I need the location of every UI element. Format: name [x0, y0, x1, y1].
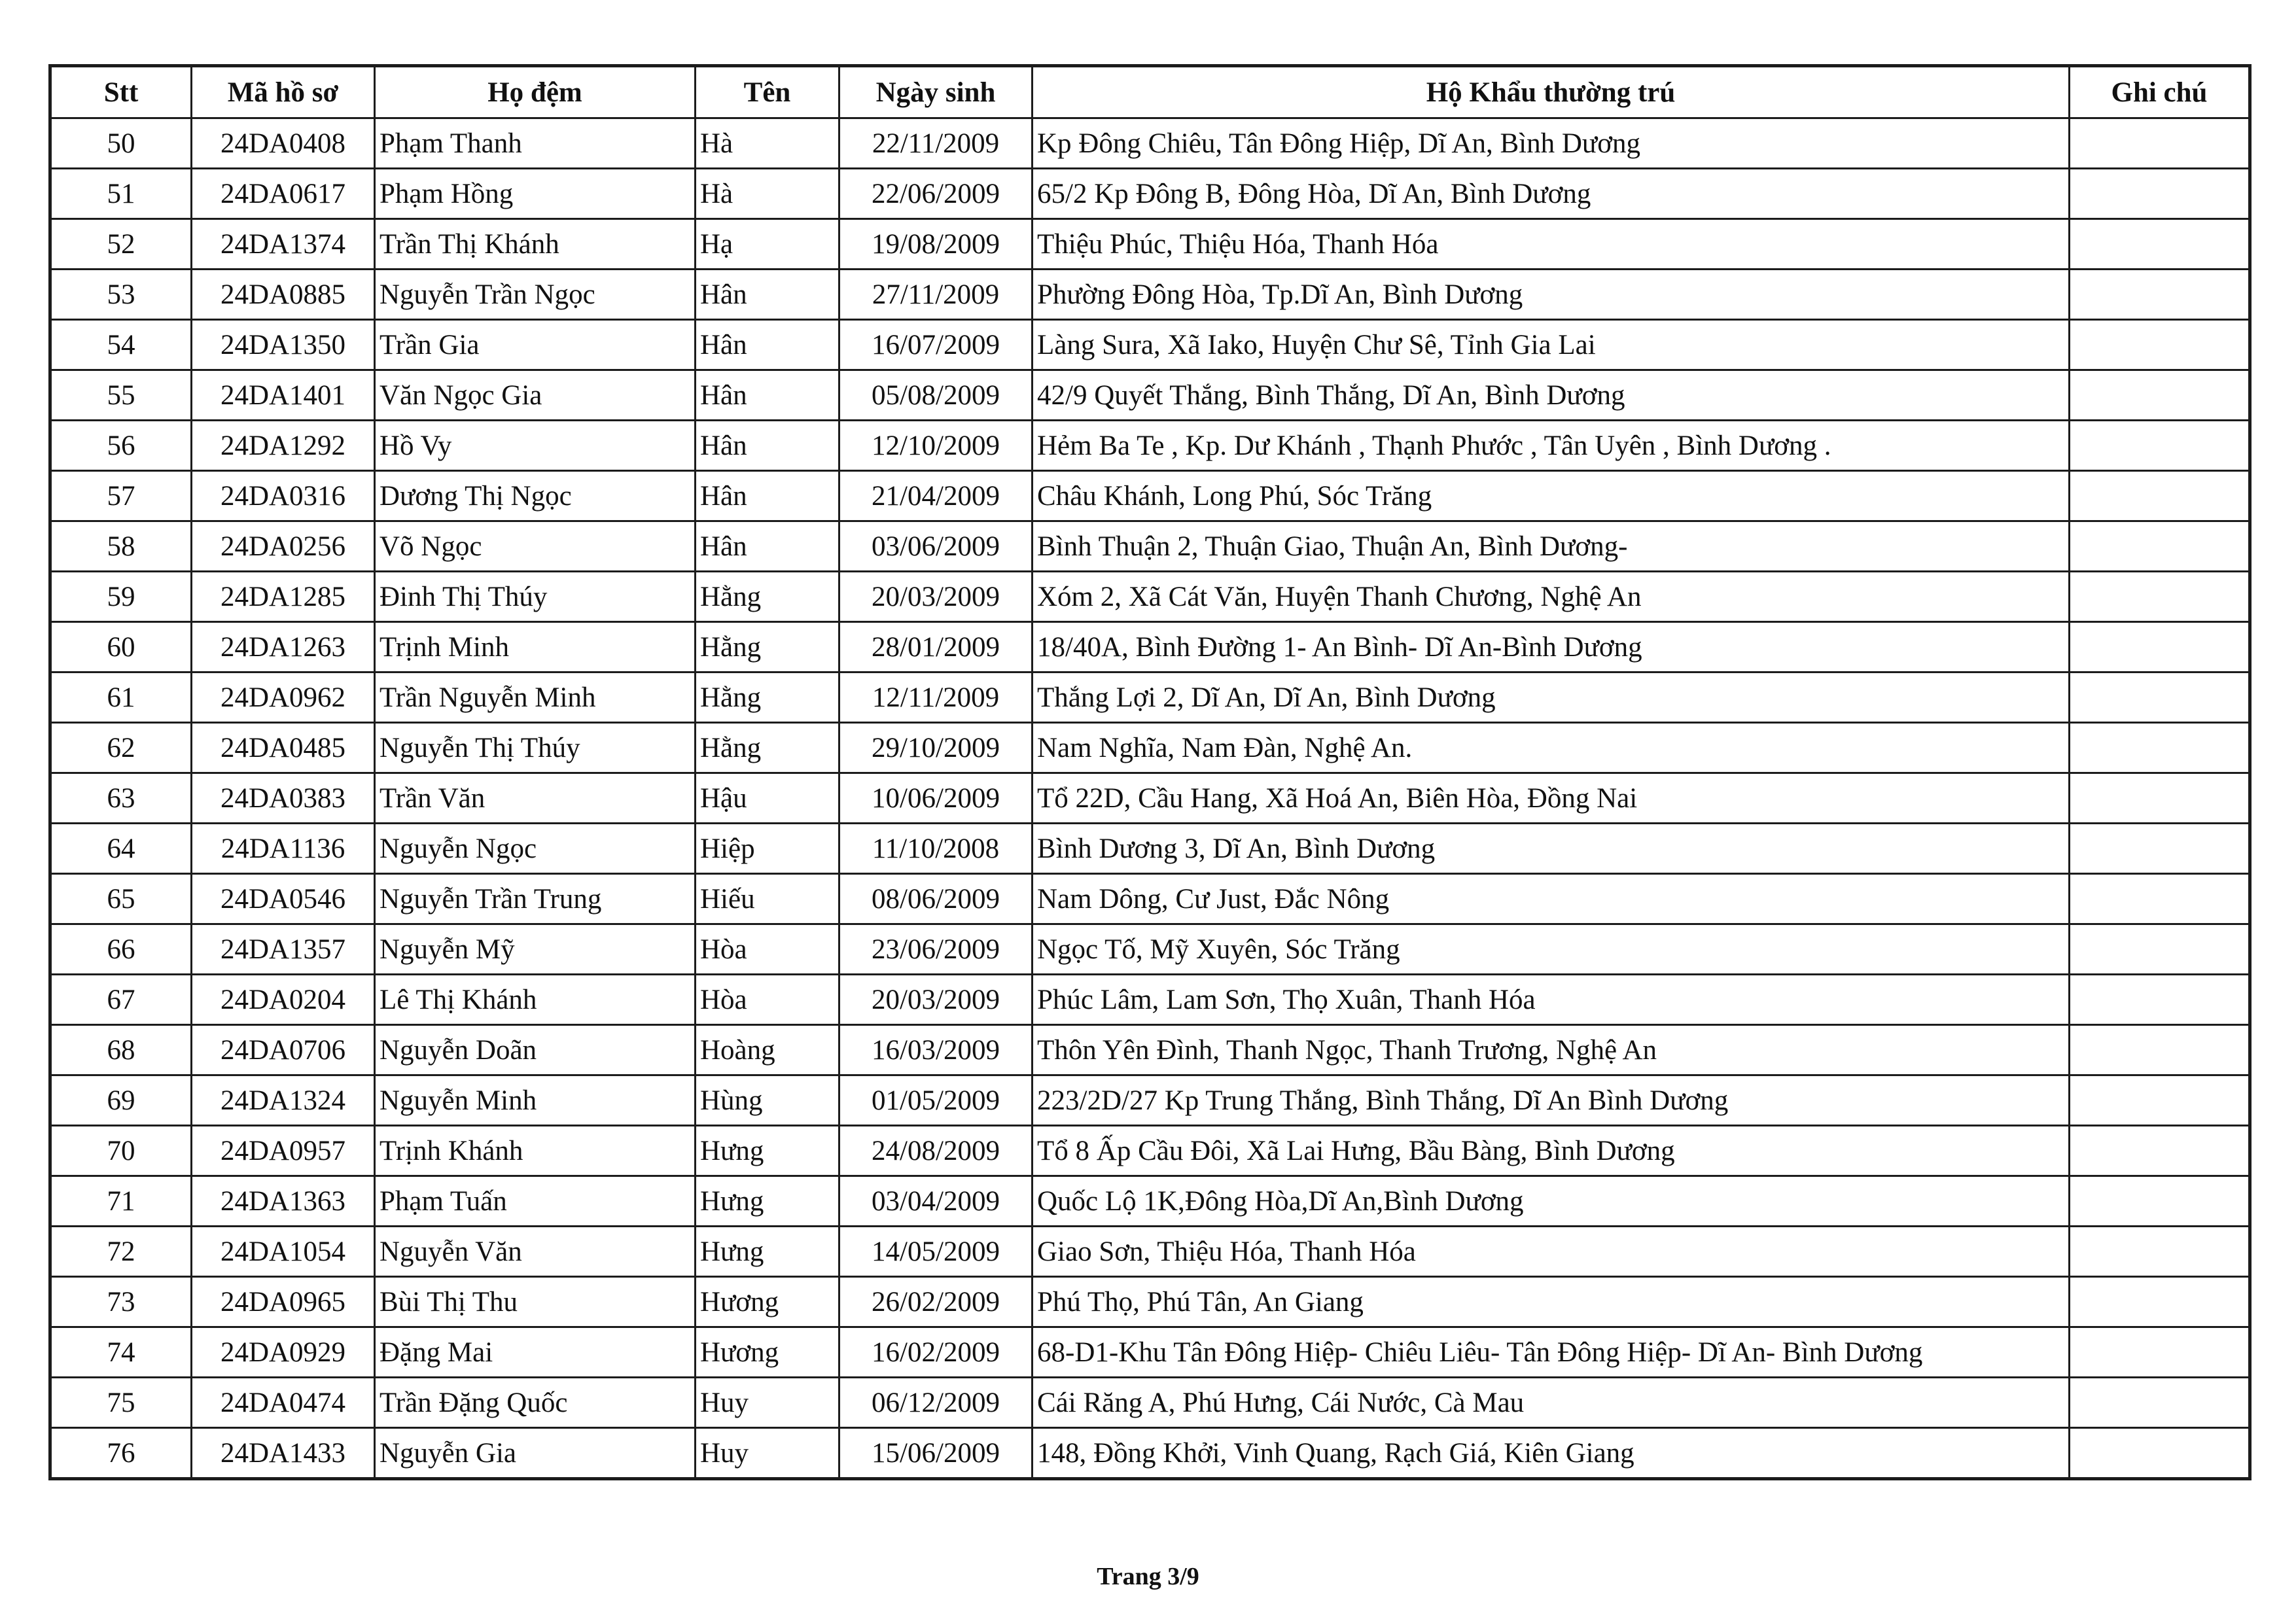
cell-ho-dem: Trần Đặng Quốc [375, 1378, 696, 1428]
cell-stt: 56 [50, 421, 192, 471]
cell-stt: 55 [50, 370, 192, 421]
cell-stt: 54 [50, 320, 192, 370]
table-row [50, 219, 2250, 270]
cell-ma-ho-so: 24DA1263 [192, 622, 375, 672]
cell-ngay-sinh: 29/10/2009 [839, 723, 1033, 773]
cell-ho-khau: Làng Sura, Xã Iako, Huyện Chư Sê, Tỉnh Gia Lai [1033, 320, 2070, 370]
cell-ngay-sinh: 08/06/2009 [839, 874, 1033, 924]
cell-stt: 62 [50, 723, 192, 773]
cell-stt: 76 [50, 1428, 192, 1479]
cell-ho-dem: Văn Ngọc Gia [375, 370, 696, 421]
header-ten: Tên [696, 66, 839, 118]
cell-ngay-sinh: 16/02/2009 [839, 1327, 1033, 1378]
header-ma-ho-so: Mã hồ sơ [192, 66, 375, 118]
cell-stt: 65 [50, 874, 192, 924]
cell-ma-ho-so: 24DA1401 [192, 370, 375, 421]
table-row [50, 521, 2250, 572]
cell-ghi-chu [2070, 773, 2250, 824]
cell-ngay-sinh: 01/05/2009 [839, 1075, 1033, 1126]
cell-ngay-sinh: 23/06/2009 [839, 924, 1033, 975]
cell-ho-dem: Nguyễn Thị Thúy [375, 723, 696, 773]
cell-ngay-sinh: 03/06/2009 [839, 521, 1033, 572]
header-ngay-sinh: Ngày sinh [839, 66, 1033, 118]
cell-ngay-sinh: 24/08/2009 [839, 1126, 1033, 1176]
cell-ten: Hiếu [696, 874, 839, 924]
cell-stt: 59 [50, 572, 192, 622]
cell-ho-dem: Nguyễn Trần Trung [375, 874, 696, 924]
cell-stt: 57 [50, 471, 192, 521]
cell-ngay-sinh: 12/11/2009 [839, 672, 1033, 723]
table-row [50, 118, 2250, 169]
table-body [50, 118, 2250, 1479]
table-row [50, 1227, 2250, 1277]
cell-ho-dem: Nguyễn Ngọc [375, 824, 696, 874]
cell-ho-khau: Thiệu Phúc, Thiệu Hóa, Thanh Hóa [1033, 219, 2070, 270]
cell-ghi-chu [2070, 1428, 2250, 1479]
cell-ma-ho-so: 24DA0485 [192, 723, 375, 773]
cell-ho-dem: Nguyễn Gia [375, 1428, 696, 1479]
table-row [50, 1025, 2250, 1075]
cell-ngay-sinh: 27/11/2009 [839, 270, 1033, 320]
cell-ho-dem: Bùi Thị Thu [375, 1277, 696, 1327]
cell-stt: 75 [50, 1378, 192, 1428]
cell-ghi-chu [2070, 924, 2250, 975]
cell-ngay-sinh: 10/06/2009 [839, 773, 1033, 824]
cell-ho-khau: Cái Răng A, Phú Hưng, Cái Nước, Cà Mau [1033, 1378, 2070, 1428]
cell-ho-dem: Lê Thị Khánh [375, 975, 696, 1025]
cell-ho-khau: 223/2D/27 Kp Trung Thắng, Bình Thắng, Dĩ An Bình Dương [1033, 1075, 2070, 1126]
cell-ho-khau: Châu Khánh, Long Phú, Sóc Trăng [1033, 471, 2070, 521]
cell-ten: Hằng [696, 622, 839, 672]
cell-stt: 53 [50, 270, 192, 320]
cell-ho-dem: Phạm Thanh [375, 118, 696, 169]
cell-ghi-chu [2070, 572, 2250, 622]
cell-stt: 67 [50, 975, 192, 1025]
cell-ghi-chu [2070, 270, 2250, 320]
cell-ghi-chu [2070, 118, 2250, 169]
cell-ghi-chu [2070, 1126, 2250, 1176]
cell-stt: 66 [50, 924, 192, 975]
cell-ho-dem: Trịnh Minh [375, 622, 696, 672]
cell-ho-dem: Nguyễn Minh [375, 1075, 696, 1126]
cell-ma-ho-so: 24DA0965 [192, 1277, 375, 1327]
cell-ngay-sinh: 22/06/2009 [839, 169, 1033, 219]
cell-ho-khau: Kp Đông Chiêu, Tân Đông Hiệp, Dĩ An, Bình Dương [1033, 118, 2070, 169]
cell-ten: Huy [696, 1428, 839, 1479]
cell-ghi-chu [2070, 1327, 2250, 1378]
cell-ghi-chu [2070, 975, 2250, 1025]
cell-ho-khau: Thắng Lợi 2, Dĩ An, Dĩ An, Bình Dương [1033, 672, 2070, 723]
cell-ten: Hòa [696, 975, 839, 1025]
cell-ten: Hiệp [696, 824, 839, 874]
cell-ngay-sinh: 15/06/2009 [839, 1428, 1033, 1479]
cell-ghi-chu [2070, 1025, 2250, 1075]
cell-ten: Hằng [696, 723, 839, 773]
cell-stt: 51 [50, 169, 192, 219]
cell-ngay-sinh: 20/03/2009 [839, 975, 1033, 1025]
cell-ghi-chu [2070, 521, 2250, 572]
table-row [50, 824, 2250, 874]
cell-ma-ho-so: 24DA0885 [192, 270, 375, 320]
cell-ngay-sinh: 05/08/2009 [839, 370, 1033, 421]
cell-ho-dem: Nguyễn Doãn [375, 1025, 696, 1075]
cell-ten: Hoàng [696, 1025, 839, 1075]
cell-ho-khau: Tổ 8 Ấp Cầu Đôi, Xã Lai Hưng, Bầu Bàng, Bình Dương [1033, 1126, 2070, 1176]
table-row [50, 1327, 2250, 1378]
cell-ho-khau: Hẻm Ba Te , Kp. Dư Khánh , Thạnh Phước , Tân Uyên , Bình Dương . [1033, 421, 2070, 471]
cell-ma-ho-so: 24DA0316 [192, 471, 375, 521]
cell-ngay-sinh: 12/10/2009 [839, 421, 1033, 471]
cell-stt: 69 [50, 1075, 192, 1126]
header-ho-dem: Họ đệm [375, 66, 696, 118]
table-header [50, 66, 2250, 118]
cell-ghi-chu [2070, 421, 2250, 471]
cell-ho-dem: Trần Nguyễn Minh [375, 672, 696, 723]
cell-ten: Hòa [696, 924, 839, 975]
cell-ghi-chu [2070, 1378, 2250, 1428]
cell-ho-dem: Trần Văn [375, 773, 696, 824]
cell-ghi-chu [2070, 1075, 2250, 1126]
cell-ma-ho-so: 24DA0962 [192, 672, 375, 723]
cell-ma-ho-so: 24DA1350 [192, 320, 375, 370]
cell-ghi-chu [2070, 622, 2250, 672]
cell-stt: 74 [50, 1327, 192, 1378]
cell-ho-khau: Bình Dương 3, Dĩ An, Bình Dương [1033, 824, 2070, 874]
cell-ma-ho-so: 24DA1292 [192, 421, 375, 471]
cell-ma-ho-so: 24DA1433 [192, 1428, 375, 1479]
cell-ma-ho-so: 24DA0617 [192, 169, 375, 219]
header-row [50, 66, 2250, 118]
table-row [50, 773, 2250, 824]
cell-ngay-sinh: 19/08/2009 [839, 219, 1033, 270]
cell-ma-ho-so: 24DA1357 [192, 924, 375, 975]
cell-ho-khau: 42/9 Quyết Thắng, Bình Thắng, Dĩ An, Bình Dương [1033, 370, 2070, 421]
cell-ngay-sinh: 26/02/2009 [839, 1277, 1033, 1327]
cell-ho-dem: Phạm Tuấn [375, 1176, 696, 1227]
cell-ngay-sinh: 16/03/2009 [839, 1025, 1033, 1075]
cell-ghi-chu [2070, 320, 2250, 370]
cell-ten: Hương [696, 1327, 839, 1378]
table-row [50, 1428, 2250, 1479]
table-row [50, 370, 2250, 421]
cell-ho-khau: Quốc Lộ 1K,Đông Hòa,Dĩ An,Bình Dương [1033, 1176, 2070, 1227]
cell-ngay-sinh: 28/01/2009 [839, 622, 1033, 672]
cell-ngay-sinh: 03/04/2009 [839, 1176, 1033, 1227]
cell-ten: Hưng [696, 1176, 839, 1227]
table-row [50, 572, 2250, 622]
cell-ghi-chu [2070, 219, 2250, 270]
cell-ghi-chu [2070, 824, 2250, 874]
cell-ten: Hưng [696, 1227, 839, 1277]
cell-ho-khau: Nam Dông, Cư Just, Đắc Nông [1033, 874, 2070, 924]
cell-ho-khau: Phúc Lâm, Lam Sơn, Thọ Xuân, Thanh Hóa [1033, 975, 2070, 1025]
cell-ho-khau: Phú Thọ, Phú Tân, An Giang [1033, 1277, 2070, 1327]
cell-ho-khau: 148, Đồng Khởi, Vinh Quang, Rạch Giá, Kiên Giang [1033, 1428, 2070, 1479]
cell-ma-ho-so: 24DA1285 [192, 572, 375, 622]
cell-stt: 63 [50, 773, 192, 824]
table-row [50, 975, 2250, 1025]
cell-ma-ho-so: 24DA0546 [192, 874, 375, 924]
table-row [50, 421, 2250, 471]
cell-ho-dem: Trần Gia [375, 320, 696, 370]
table-row [50, 471, 2250, 521]
cell-ghi-chu [2070, 1176, 2250, 1227]
cell-ten: Hương [696, 1277, 839, 1327]
cell-ngay-sinh: 06/12/2009 [839, 1378, 1033, 1428]
cell-ma-ho-so: 24DA1054 [192, 1227, 375, 1277]
cell-stt: 58 [50, 521, 192, 572]
cell-ho-dem: Võ Ngọc [375, 521, 696, 572]
cell-ngay-sinh: 11/10/2008 [839, 824, 1033, 874]
cell-stt: 70 [50, 1126, 192, 1176]
cell-ma-ho-so: 24DA1136 [192, 824, 375, 874]
cell-ten: Hân [696, 521, 839, 572]
cell-ho-dem: Nguyễn Văn [375, 1227, 696, 1277]
header-ghi-chu: Ghi chú [2070, 66, 2250, 118]
cell-ghi-chu [2070, 169, 2250, 219]
cell-ma-ho-so: 24DA0929 [192, 1327, 375, 1378]
cell-ma-ho-so: 24DA0204 [192, 975, 375, 1025]
cell-ghi-chu [2070, 471, 2250, 521]
cell-ma-ho-so: 24DA1363 [192, 1176, 375, 1227]
table-row [50, 320, 2250, 370]
cell-ho-dem: Dương Thị Ngọc [375, 471, 696, 521]
table-row [50, 1075, 2250, 1126]
table-row [50, 874, 2250, 924]
cell-ho-dem: Phạm Hồng [375, 169, 696, 219]
cell-ho-dem: Trần Thị Khánh [375, 219, 696, 270]
cell-ho-dem: Nguyễn Mỹ [375, 924, 696, 975]
cell-stt: 61 [50, 672, 192, 723]
cell-ho-khau: Ngọc Tố, Mỹ Xuyên, Sóc Trăng [1033, 924, 2070, 975]
cell-ghi-chu [2070, 723, 2250, 773]
cell-ten: Hậu [696, 773, 839, 824]
cell-ma-ho-so: 24DA0957 [192, 1126, 375, 1176]
cell-ma-ho-so: 24DA0408 [192, 118, 375, 169]
table-row [50, 672, 2250, 723]
cell-ten: Hà [696, 118, 839, 169]
cell-ma-ho-so: 24DA1324 [192, 1075, 375, 1126]
cell-ten: Hà [696, 169, 839, 219]
table-row [50, 1378, 2250, 1428]
cell-ghi-chu [2070, 672, 2250, 723]
student-records-table [48, 64, 2252, 1480]
cell-ngay-sinh: 14/05/2009 [839, 1227, 1033, 1277]
cell-ho-khau: 65/2 Kp Đông B, Đông Hòa, Dĩ An, Bình Dương [1033, 169, 2070, 219]
cell-ho-khau: Thôn Yên Đình, Thanh Ngọc, Thanh Trương, Nghệ An [1033, 1025, 2070, 1075]
cell-ten: Hân [696, 421, 839, 471]
table-row [50, 622, 2250, 672]
cell-ho-dem: Đặng Mai [375, 1327, 696, 1378]
cell-ma-ho-so: 24DA0706 [192, 1025, 375, 1075]
cell-stt: 50 [50, 118, 192, 169]
cell-stt: 68 [50, 1025, 192, 1075]
table-row [50, 169, 2250, 219]
table-row [50, 1277, 2250, 1327]
cell-ho-dem: Nguyễn Trần Ngọc [375, 270, 696, 320]
cell-ho-khau: Giao Sơn, Thiệu Hóa, Thanh Hóa [1033, 1227, 2070, 1277]
cell-ho-dem: Đinh Thị Thúy [375, 572, 696, 622]
page-number: Trang 3/9 [1097, 1563, 1199, 1590]
cell-ten: Huy [696, 1378, 839, 1428]
cell-ho-khau: Nam Nghĩa, Nam Đàn, Nghệ An. [1033, 723, 2070, 773]
cell-ten: Hưng [696, 1126, 839, 1176]
cell-ma-ho-so: 24DA0383 [192, 773, 375, 824]
cell-stt: 64 [50, 824, 192, 874]
cell-ten: Hân [696, 320, 839, 370]
cell-ho-khau: Bình Thuận 2, Thuận Giao, Thuận An, Bình Dương- [1033, 521, 2070, 572]
cell-ho-dem: Hồ Vy [375, 421, 696, 471]
table-row [50, 270, 2250, 320]
cell-ho-khau: Xóm 2, Xã Cát Văn, Huyện Thanh Chương, Nghệ An [1033, 572, 2070, 622]
table-row [50, 1126, 2250, 1176]
table-row [50, 1176, 2250, 1227]
cell-stt: 72 [50, 1227, 192, 1277]
table-row [50, 924, 2250, 975]
cell-stt: 52 [50, 219, 192, 270]
cell-ngay-sinh: 22/11/2009 [839, 118, 1033, 169]
cell-ghi-chu [2070, 370, 2250, 421]
cell-ten: Hân [696, 370, 839, 421]
cell-ten: Hằng [696, 572, 839, 622]
cell-ghi-chu [2070, 874, 2250, 924]
cell-stt: 71 [50, 1176, 192, 1227]
table-row [50, 723, 2250, 773]
cell-stt: 73 [50, 1277, 192, 1327]
cell-ghi-chu [2070, 1277, 2250, 1327]
cell-ma-ho-so: 24DA0256 [192, 521, 375, 572]
cell-ma-ho-so: 24DA1374 [192, 219, 375, 270]
cell-ten: Hân [696, 270, 839, 320]
cell-ten: Hạ [696, 219, 839, 270]
cell-ho-khau: Tổ 22D, Cầu Hang, Xã Hoá An, Biên Hòa, Đồng Nai [1033, 773, 2070, 824]
cell-ma-ho-so: 24DA0474 [192, 1378, 375, 1428]
cell-ho-khau: Phường Đông Hòa, Tp.Dĩ An, Bình Dương [1033, 270, 2070, 320]
cell-ngay-sinh: 16/07/2009 [839, 320, 1033, 370]
cell-ghi-chu [2070, 1227, 2250, 1277]
cell-ten: Hằng [696, 672, 839, 723]
cell-stt: 60 [50, 622, 192, 672]
cell-ten: Hùng [696, 1075, 839, 1126]
cell-ho-dem: Trịnh Khánh [375, 1126, 696, 1176]
header-stt: Stt [50, 66, 192, 118]
cell-ho-khau: 68-D1-Khu Tân Đông Hiệp- Chiêu Liêu- Tân Đông Hiệp- Dĩ An- Bình Dương [1033, 1327, 2070, 1378]
cell-ho-khau: 18/40A, Bình Đường 1- An Bình- Dĩ An-Bình Dương [1033, 622, 2070, 672]
cell-ngay-sinh: 21/04/2009 [839, 471, 1033, 521]
cell-ten: Hân [696, 471, 839, 521]
cell-ngay-sinh: 20/03/2009 [839, 572, 1033, 622]
header-ho-khau: Hộ Khẩu thường trú [1033, 66, 2070, 118]
